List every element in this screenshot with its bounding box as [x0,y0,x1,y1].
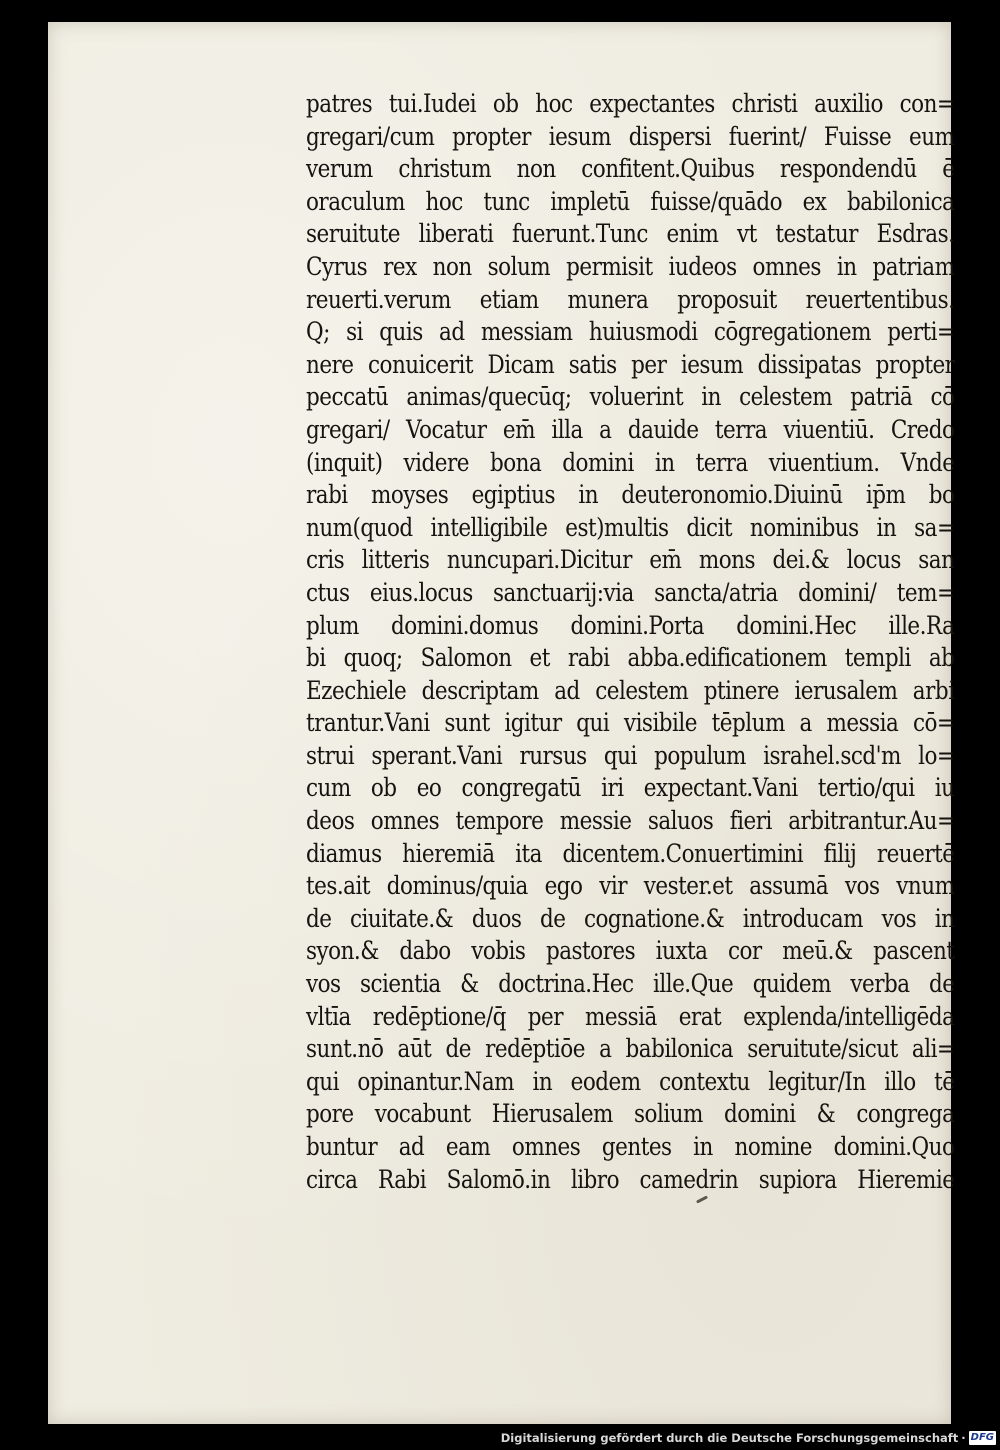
text-line: gregari/ Vocatur em̄ illa a dauide terra viuentiū. Credo [306,414,955,444]
text-line: diamus hieremiā ita dicentem.Conuertimini filij reuertē [306,838,955,868]
text-line: deos omnes tempore messie saluos fieri arbitrantur.Au= [306,806,955,836]
text-line: peccatū animas/quecūq; voluerint in celestem patriā cō [306,382,955,412]
footer-separator: · [961,1431,966,1445]
text-line: trantur.Vani sunt igitur qui visibile tēplum a messia cō= [306,708,955,738]
text-line: buntur ad eam omnes gentes in nomine domini.Quo [306,1132,955,1161]
text-line: nere conuicerit Dicam satis per iesum dissipatas propter [306,349,955,379]
text-line: sunt.nō aūt de redēptiōe a babilonica seruitute/sicut ali= [306,1034,955,1064]
text-line: circa Rabi Salomō.in libro camedrin supiora Hieremie [306,1164,955,1194]
digitization-footer [501,1430,996,1446]
text-line: patres tui.Iudei ob hoc expectantes christi auxilio con= [306,89,955,118]
text-line: strui sperant.Vani rursus qui populum israhel.scd'm lo= [306,740,955,770]
page-text-block [306,88,956,1196]
book-page [48,22,955,1424]
text-line: seruitute liberati fuerunt.Tunc enim vt testatur Esdras. [306,219,955,249]
text-line: cris litteris nuncupari.Dicitur em̄ mons dei.& locus san [306,545,955,575]
text-line: Ezechiele descriptam ad celestem ptinere ierusalem arbi [306,675,955,705]
text-line: (inquit) videre bona domini in terra viuentium. Vnde [306,447,955,477]
text-line: gregari/cum propter iesum dispersi fuerint/ Fuisse eum [306,121,955,151]
ink-speck [696,1195,708,1203]
text-line: num(quod intelligibile est)multis dicit nominibus in sa= [306,512,955,542]
footer-credit-text: Digitalisierung gefördert durch die Deutsche Forschungsgemeinschaft [500,1431,959,1445]
text-line: Q; si quis ad messiam huiusmodi cōgregationem perti= [306,317,955,347]
text-line: oraculum hoc tunc impletū fuisse/quādo ex babilonica [306,186,955,216]
text-line: verum christum non confitent.Quibus respondendū ē [306,154,955,184]
dfg-logo-icon[interactable]: DFG [970,1432,994,1443]
text-line: pore vocabunt Hierusalem solium domini & congrega [306,1099,955,1129]
text-line: cum ob eo congregatū iri expectant.Vani tertio/qui iu [306,773,955,803]
text-line: plum domini.domus domini.Porta domini.Hec ille.Ra [306,610,955,640]
text-line: vltīa redēptione/q̄ per messiā erat explenda/intelligēda [306,1001,955,1031]
text-line: syon.& dabo vobis pastores iuxta cor meū.& pascent [306,936,955,966]
text-line: Cyrus rex non solum permisit iudeos omnes in patriam [306,251,955,281]
text-line: tes.ait dominus/quia ego vir vester.et assumā vos vnum [306,871,955,901]
text-line: qui opinantur.Nam in eodem contextu legitur/In illo tē [306,1066,955,1096]
text-line: de ciuitate.& duos de cognatione.& introducam vos in [306,903,955,933]
text-line: bi quoq; Salomon et rabi abba.edificationem templi ab [306,643,955,673]
text-line: reuerti.verum etiam munera proposuit reuertentibus. [306,284,955,314]
text-line: rabi moyses egiptius in deuteronomio.Diuinū ip̄m bo [306,480,955,510]
text-line: vos scientia & doctrina.Hec ille.Que quidem verba de [306,969,955,999]
text-line: ctus eius.locus sanctuarij:via sancta/atria domini/ tem= [306,577,955,607]
